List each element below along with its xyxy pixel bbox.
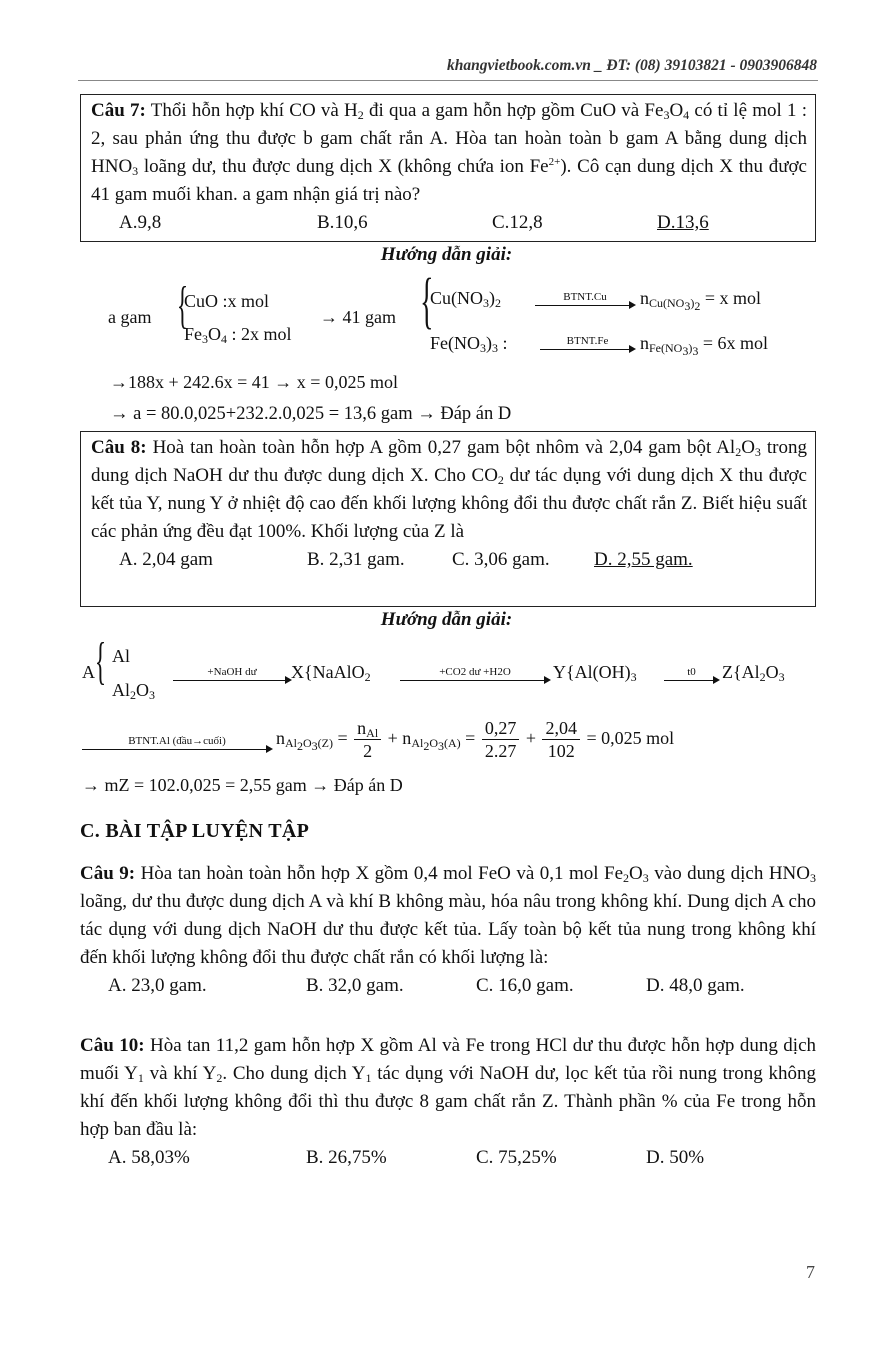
sol8-arrow-t0: t0 — [664, 671, 719, 689]
question-8-box — [80, 431, 816, 607]
sol7-arrow-cu: BTNT.Cu — [535, 296, 635, 314]
q10-label: Câu 10: — [80, 1035, 145, 1056]
sol7-left: a gam — [108, 307, 152, 327]
q7-option-b: B.10,6 — [317, 212, 368, 233]
q8-option-d: D. 2,55 gam. — [594, 549, 693, 570]
question-9-text: Câu 9: Hòa tan hoàn toàn hỗn hợp X gồm 0,4 mol FeO và 0,1 mol $Fe_2O_3$ vào dung dịch $HNO_3$ loãng, dư thu được dung dịch A và khí B không màu, hóa nâu trong không khí. Dung dịch A cho tác dụng với dung dịch NaOH dư thu được kết tủa. Lấy toàn bộ kết tủa nung trong không khí đến khối lượng không đổi thu được chất rắn có khối lượng là: — [80, 863, 816, 968]
q10-option-b: B. 26,75% — [306, 1147, 387, 1168]
header-rule — [78, 80, 818, 81]
sol8-brace-A: { — [94, 633, 107, 690]
sol8-al2o3: $Al_2O_3$ — [112, 680, 155, 702]
q10-option-c: C. 75,25% — [476, 1147, 557, 1168]
question-8-text: Câu 8: Hoà tan hoàn toàn hỗn hợp A gồm 0,27 gam bột nhôm và 2,04 gam bột $Al_2O_3$ trong dung dịch NaOH dư thu được dung dịch X. Cho $CO_2$ dư tác dụng với dung dịch X thu được kết tủa Y, nung Y ở nhiệt độ cao đến khối lượng không đổi thu được chất rắn Z. Biết hiệu suất các phản ứng đều đạt 100%. Khối lượng của Z là — [91, 437, 807, 542]
q9-label: Câu 9: — [80, 863, 136, 884]
q9-option-c: C. 16,0 gam. — [476, 975, 574, 996]
sol7-n-fe: $n_{Fe(NO_3)_3} = 6x$ mol — [640, 333, 768, 358]
q9-option-b: B. 32,0 gam. — [306, 975, 404, 996]
header-site: khangvietbook.com.vn _ ĐT: (08) 39103821 - 0903906848 — [447, 57, 817, 74]
sol7-cuno3: $Cu(NO_3)_2$ — [430, 288, 501, 310]
sol8-z-al2o3: $Z\{Al_2O_3$ — [722, 662, 785, 684]
question-7-options — [91, 209, 807, 237]
question-9 — [80, 860, 816, 1000]
question-10-text: Câu 10: Hòa tan 11,2 gam hỗn hợp X gồm Al và Fe trong HCl dư thu được hỗn hợp dung dịch muối $Y_1$ và khí $Y_2$. Cho dung dịch $Y_1$ tác dụng với NaOH dư, lọc kết tủa rồi nung trong không khí đến khối lượng không đổi thì thu được 8 gam chất rắn Z. Thành phần % của Fe trong hỗn hợp ban đầu là: — [80, 1035, 817, 1140]
sol7-brace-1: { — [176, 277, 189, 334]
sol8-y-aloh3: $Y\{Al(OH)_3$ — [553, 662, 637, 684]
q9-option-a: A. 23,0 gam. — [108, 975, 207, 996]
sol7-line1: →188x + 242.6x = 41 → x = 0,025 mol — [110, 372, 398, 392]
sol7-mid: → 41 gam — [320, 307, 396, 327]
q7-label: Câu 7: — [91, 100, 146, 121]
sol8-al: Al — [112, 646, 130, 666]
question-8-options — [91, 546, 807, 574]
guide-title-8: Hướng dẫn giải: — [380, 609, 513, 630]
sol8-arrow-co2: +CO2 dư +H2O — [400, 671, 550, 689]
question-10-options — [80, 1144, 816, 1172]
sol8-x-naalo2: X{NaAlO$_2$ — [291, 662, 371, 684]
section-title: C. BÀI TẬP LUYỆN TẬP — [80, 820, 310, 842]
question-9-options — [80, 972, 816, 1000]
sol8-A: A — [82, 662, 95, 682]
sol8-line: → mZ = 102.0,025 = 2,55 gam → Đáp án D — [82, 775, 403, 795]
q7-option-c: C.12,8 — [492, 212, 543, 233]
sol7-line2: → a = 80.0,025+232.2.0,025 = 13,6 gam → Đáp án D — [110, 404, 512, 424]
q10-option-d: D. 50% — [646, 1147, 705, 1168]
sol8-equation: $n_{Al_2O_3(Z)}$ = $\frac{n_{Al}}{2}$ + $n_{Al_2O_3(A)}$ = $\frac{0,27}{2.27}$ + $\frac{2,04}{102}$ = 0,025 mol — [276, 718, 675, 762]
guide-title-7: Hướng dẫn giải: — [380, 244, 513, 265]
q10-option-a: A. 58,03% — [108, 1147, 190, 1168]
page-number: 7 — [806, 1262, 815, 1282]
q9-option-d: D. 48,0 gam. — [646, 975, 745, 996]
q8-label: Câu 8: — [91, 437, 147, 458]
sol7-brace-2: { — [420, 267, 434, 335]
sol7-fe3o4: $Fe_3O_4$ : 2x mol — [184, 324, 292, 346]
question-10 — [80, 1032, 816, 1172]
q8-option-b: B. 2,31 gam. — [307, 549, 405, 570]
q8-option-c: C. 3,06 gam. — [452, 549, 550, 570]
question-7-text: Câu 7: Thổi hỗn hợp khí CO và $H_2$ đi qua a gam hỗn hợp gồm CuO và $Fe_3O_4$ có tỉ lệ mol 1 : 2, sau phản ứng thu được b gam chất rắn A. Hòa tan hoàn toàn b gam A bằng dung dịch $HNO_3$ loãng dư, thu được dung dịch X (không chứa ion $Fe^{2+}$). Cô cạn dung dịch X thu được 41 gam muối khan. a gam nhận giá trị nào? — [91, 100, 807, 205]
sol7-cuo: CuO :x mol — [184, 291, 270, 311]
sol7-n-cu: $n_{Cu(NO_3)_2} = x$ mol — [640, 288, 761, 313]
sol8-arrow-btnt: BTNT.Al (đầu→cuối) — [82, 740, 272, 758]
q8-option-a: A. 2,04 gam — [119, 549, 213, 570]
q7-option-a: A.9,8 — [119, 212, 162, 233]
sol8-arrow-naoh: +NaOH dư — [173, 671, 291, 689]
sol7-arrow-fe: BTNT.Fe — [540, 340, 635, 358]
question-7-box — [80, 94, 816, 242]
q7-option-d: D.13,6 — [657, 212, 709, 233]
sol7-feno3: $Fe(NO_3)_3$ : — [430, 333, 508, 355]
